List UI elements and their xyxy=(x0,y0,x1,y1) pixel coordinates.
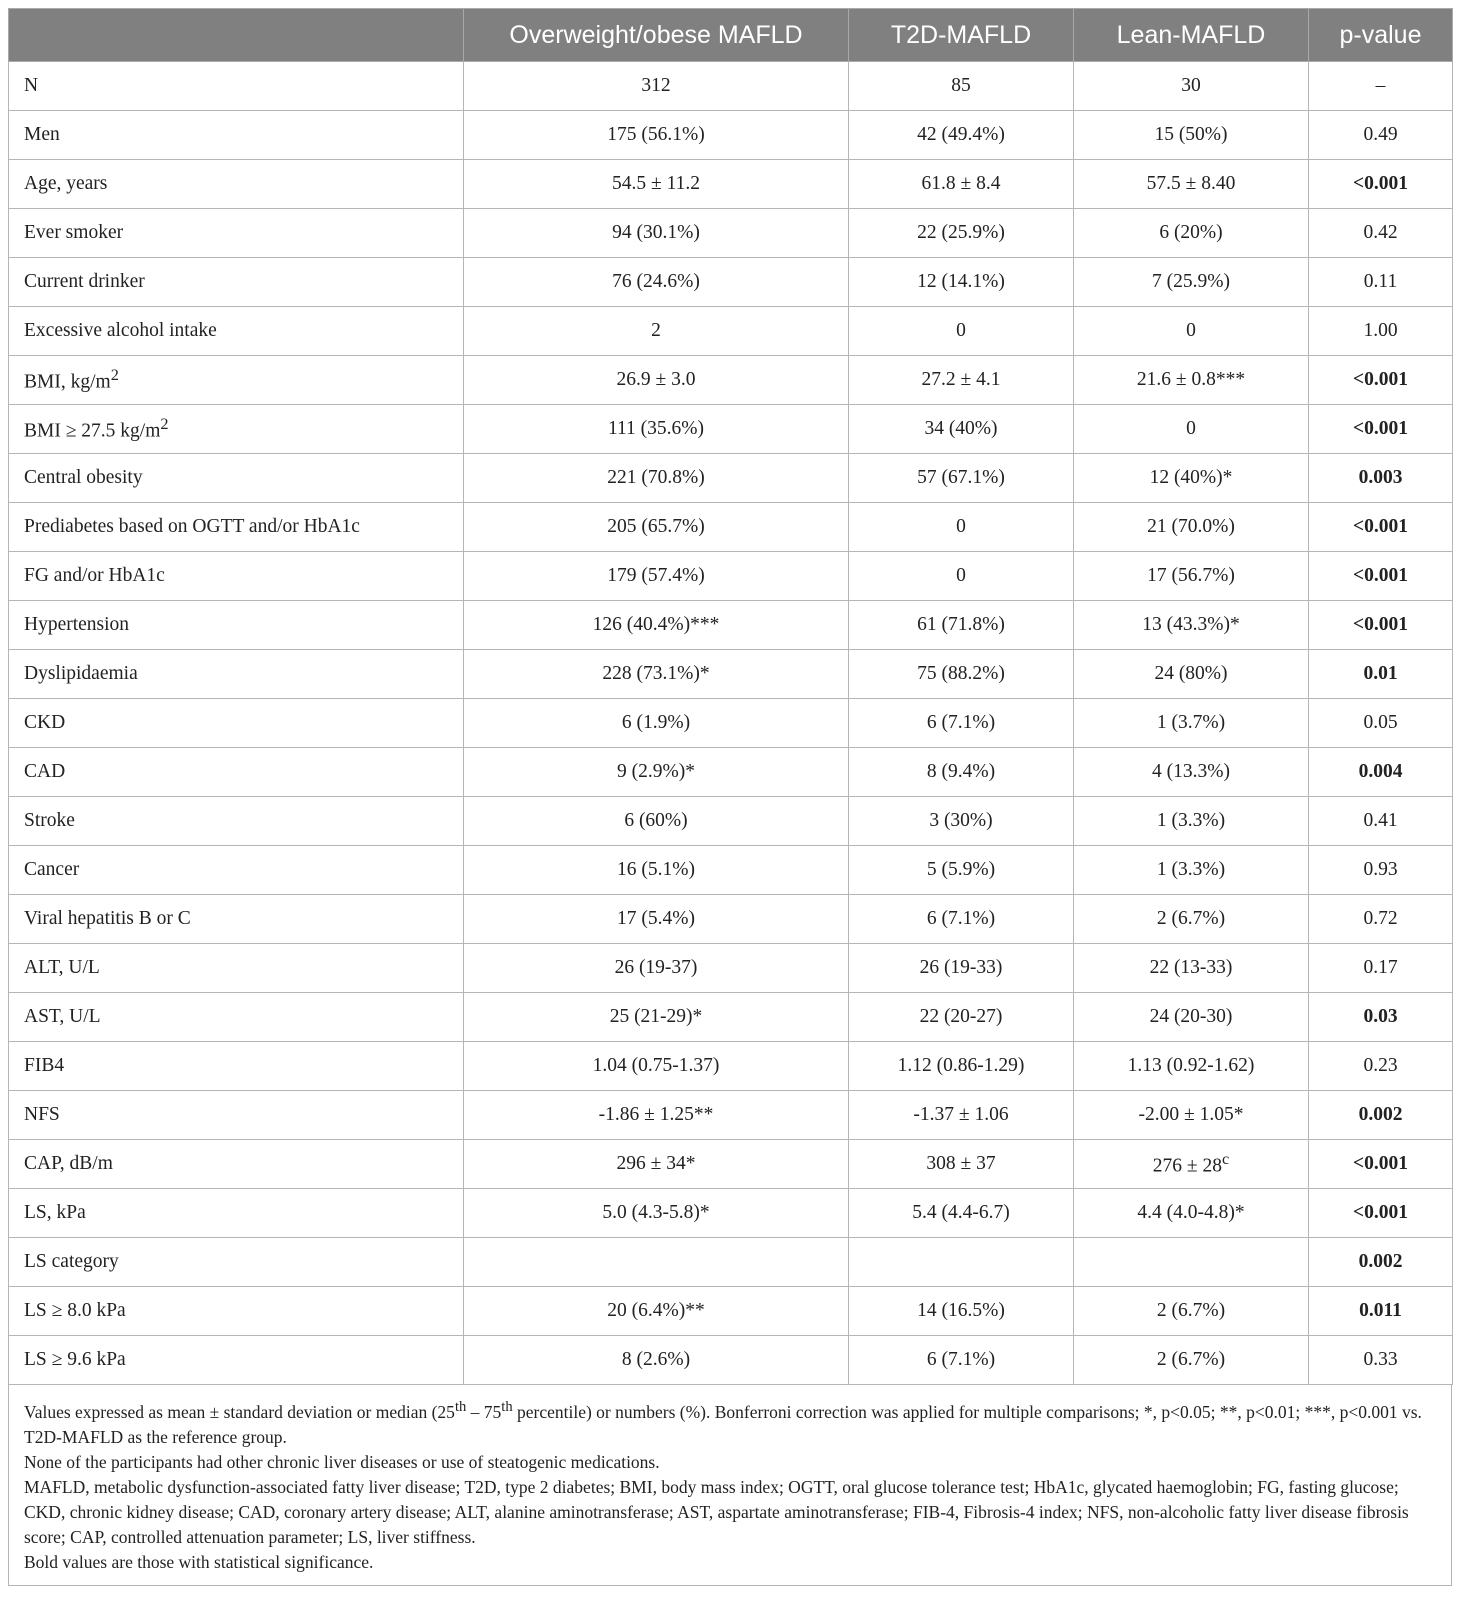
cell-overweight: 205 (65.7%) xyxy=(464,503,849,552)
footnote-values: Values expressed as mean ± standard deviation or median (25th – 75th percentile) or numbers (%). Bonferroni correction was applied for multiple comparisons; *, p<0.05; **, p<0.01; ***, p<0.001 vs. T2D-MAFLD as the reference group. xyxy=(24,1399,1422,1447)
cell-overweight: 9 (2.9%)* xyxy=(464,748,849,797)
table-row xyxy=(9,111,1453,160)
footnote-bold: Bold values are those with statistical significance. xyxy=(24,1551,374,1572)
cell-pvalue: 0.003 xyxy=(1309,454,1453,503)
cell-lean: 0 xyxy=(1074,405,1309,454)
cell-t2d: 14 (16.5%) xyxy=(849,1287,1074,1336)
cell-overweight: 6 (60%) xyxy=(464,797,849,846)
table-row xyxy=(9,160,1453,209)
row-label: Central obesity xyxy=(9,454,464,503)
table-row xyxy=(9,748,1453,797)
cell-overweight: 312 xyxy=(464,62,849,111)
row-label: N xyxy=(9,62,464,111)
cell-lean: 2 (6.7%) xyxy=(1074,1336,1309,1385)
cell-lean: -2.00 ± 1.05* xyxy=(1074,1091,1309,1140)
table-row xyxy=(9,846,1453,895)
cell-overweight: 76 (24.6%) xyxy=(464,258,849,307)
cell-pvalue: 0.49 xyxy=(1309,111,1453,160)
table-row xyxy=(9,1189,1453,1238)
cell-pvalue: 0.05 xyxy=(1309,699,1453,748)
cell-pvalue: 0.002 xyxy=(1309,1238,1453,1287)
cell-t2d: 61.8 ± 8.4 xyxy=(849,160,1074,209)
cell-t2d: 8 (9.4%) xyxy=(849,748,1074,797)
cell-pvalue: 0.72 xyxy=(1309,895,1453,944)
table-row xyxy=(9,258,1453,307)
cell-lean: 0 xyxy=(1074,307,1309,356)
cell-lean: 1.13 (0.92-1.62) xyxy=(1074,1042,1309,1091)
cell-lean: 22 (13-33) xyxy=(1074,944,1309,993)
cell-overweight: 54.5 ± 11.2 xyxy=(464,160,849,209)
table-row xyxy=(9,503,1453,552)
cell-overweight: 179 (57.4%) xyxy=(464,552,849,601)
cell-overweight: 221 (70.8%) xyxy=(464,454,849,503)
cell-overweight: 8 (2.6%) xyxy=(464,1336,849,1385)
cell-lean: 6 (20%) xyxy=(1074,209,1309,258)
row-label: LS ≥ 9.6 kPa xyxy=(9,1336,464,1385)
table-row xyxy=(9,699,1453,748)
cell-t2d: 5 (5.9%) xyxy=(849,846,1074,895)
cell-overweight: 16 (5.1%) xyxy=(464,846,849,895)
footnote-abbreviations: MAFLD, metabolic dysfunction-associated fatty liver disease; T2D, type 2 diabetes; BMI, body mass index; OGTT, oral glucose tolerance test; HbA1c, glycated haemoglobin; FG, fasting glucose; CKD, chronic kidney disease; CAD, coronary artery disease; ALT, alanine aminotransferase; AST, aspartate aminotransferase; FIB-4, Fibrosis-4 index; NFS, non-alcoholic fatty liver disease fibrosis score; CAP, controlled attenuation parameter; LS, liver stiffness. xyxy=(24,1476,1409,1547)
row-label: FG and/or HbA1c xyxy=(9,552,464,601)
cell-lean: 1 (3.7%) xyxy=(1074,699,1309,748)
row-label: Prediabetes based on OGTT and/or HbA1c xyxy=(9,503,464,552)
cell-lean: 57.5 ± 8.40 xyxy=(1074,160,1309,209)
cell-lean: 12 (40%)* xyxy=(1074,454,1309,503)
row-label: BMI ≥ 27.5 $kg/m^2$ xyxy=(9,405,464,454)
cell-lean: 17 (56.7%) xyxy=(1074,552,1309,601)
cell-overweight: 94 (30.1%) xyxy=(464,209,849,258)
cell-t2d: 3 (30%) xyxy=(849,797,1074,846)
cell-lean: 21 (70.0%) xyxy=(1074,503,1309,552)
table-row xyxy=(9,1091,1453,1140)
cell-overweight: -1.86 ± 1.25** xyxy=(464,1091,849,1140)
cell-overweight: 228 (73.1%)* xyxy=(464,650,849,699)
cell-t2d: 75 (88.2%) xyxy=(849,650,1074,699)
table-row xyxy=(9,601,1453,650)
cell-overweight: 17 (5.4%) xyxy=(464,895,849,944)
table-row xyxy=(9,1287,1453,1336)
table-row xyxy=(9,552,1453,601)
cell-lean: 4.4 (4.0-4.8)* xyxy=(1074,1189,1309,1238)
table-row xyxy=(9,797,1453,846)
cell-lean: 1 (3.3%) xyxy=(1074,846,1309,895)
cell-t2d: 12 (14.1%) xyxy=(849,258,1074,307)
cell-t2d: 1.12 (0.86-1.29) xyxy=(849,1042,1074,1091)
header-cell-t2d: T2D-MAFLD xyxy=(849,9,1074,62)
cell-pvalue: <0.001 xyxy=(1309,601,1453,650)
row-label: AST, U/L xyxy=(9,993,464,1042)
cell-t2d: 6 (7.1%) xyxy=(849,1336,1074,1385)
cell-overweight: 20 (6.4%)** xyxy=(464,1287,849,1336)
cell-lean: 4 (13.3%) xyxy=(1074,748,1309,797)
row-label: LS category xyxy=(9,1238,464,1287)
cell-t2d: 22 (20-27) xyxy=(849,993,1074,1042)
header-cell-pvalue: p-value xyxy=(1309,9,1453,62)
cell-overweight xyxy=(464,1238,849,1287)
row-label: Excessive alcohol intake xyxy=(9,307,464,356)
cell-overweight: 6 (1.9%) xyxy=(464,699,849,748)
row-label: Cancer xyxy=(9,846,464,895)
cell-lean xyxy=(1074,1238,1309,1287)
cell-overweight: 175 (56.1%) xyxy=(464,111,849,160)
cell-pvalue: <0.001 xyxy=(1309,1140,1453,1189)
cell-pvalue: 0.11 xyxy=(1309,258,1453,307)
row-label: Ever smoker xyxy=(9,209,464,258)
cell-overweight: 126 (40.4%)*** xyxy=(464,601,849,650)
row-label: ALT, U/L xyxy=(9,944,464,993)
cell-t2d: 61 (71.8%) xyxy=(849,601,1074,650)
cell-t2d: 26 (19-33) xyxy=(849,944,1074,993)
cell-lean: 15 (50%) xyxy=(1074,111,1309,160)
cell-overweight: 111 (35.6%) xyxy=(464,405,849,454)
cell-pvalue: 0.002 xyxy=(1309,1091,1453,1140)
row-label: Men xyxy=(9,111,464,160)
row-label: LS ≥ 8.0 kPa xyxy=(9,1287,464,1336)
cell-lean: 24 (80%) xyxy=(1074,650,1309,699)
row-label: LS, kPa xyxy=(9,1189,464,1238)
table-row xyxy=(9,454,1453,503)
cell-pvalue: <0.001 xyxy=(1309,405,1453,454)
table-row xyxy=(9,895,1453,944)
cell-overweight: 26 (19-37) xyxy=(464,944,849,993)
table-row xyxy=(9,993,1453,1042)
cell-pvalue: <0.001 xyxy=(1309,503,1453,552)
table-body xyxy=(9,62,1453,1385)
cell-lean: 2 (6.7%) xyxy=(1074,895,1309,944)
header-row xyxy=(9,9,1453,62)
table-row xyxy=(9,650,1453,699)
cell-pvalue: 0.03 xyxy=(1309,993,1453,1042)
row-label: BMI, $kg/m^2$ xyxy=(9,356,464,405)
cell-lean: 13 (43.3%)* xyxy=(1074,601,1309,650)
row-label: Viral hepatitis B or C xyxy=(9,895,464,944)
cell-t2d: 5.4 (4.4-6.7) xyxy=(849,1189,1074,1238)
cell-lean: 1 (3.3%) xyxy=(1074,797,1309,846)
cell-t2d: 42 (49.4%) xyxy=(849,111,1074,160)
cell-t2d xyxy=(849,1238,1074,1287)
cell-t2d: 27.2 ± 4.1 xyxy=(849,356,1074,405)
row-label: Stroke xyxy=(9,797,464,846)
row-label: Current drinker xyxy=(9,258,464,307)
row-label: CAP, dB/m xyxy=(9,1140,464,1189)
cell-pvalue: 0.93 xyxy=(1309,846,1453,895)
cell-t2d: 308 ± 37 xyxy=(849,1140,1074,1189)
cell-pvalue: 0.011 xyxy=(1309,1287,1453,1336)
cell-pvalue: 0.33 xyxy=(1309,1336,1453,1385)
header-cell-variable xyxy=(9,9,464,62)
cell-t2d: 6 (7.1%) xyxy=(849,895,1074,944)
table-row xyxy=(9,944,1453,993)
cell-t2d: 6 (7.1%) xyxy=(849,699,1074,748)
cell-pvalue: <0.001 xyxy=(1309,160,1453,209)
table-row xyxy=(9,1336,1453,1385)
row-label: Dyslipidaemia xyxy=(9,650,464,699)
table-footnotes xyxy=(8,1385,1452,1586)
data-table xyxy=(8,8,1453,1385)
header-cell-overweight: Overweight/obese MAFLD xyxy=(464,9,849,62)
table-row xyxy=(9,1042,1453,1091)
header-cell-lean: Lean-MAFLD xyxy=(1074,9,1309,62)
cell-overweight: 1.04 (0.75-1.37) xyxy=(464,1042,849,1091)
row-label: NFS xyxy=(9,1091,464,1140)
footnote-participants: None of the participants had other chronic liver diseases or use of steatogenic medications. xyxy=(24,1451,660,1472)
cell-t2d: 0 xyxy=(849,552,1074,601)
cell-overweight: 26.9 ± 3.0 xyxy=(464,356,849,405)
cell-pvalue: 0.41 xyxy=(1309,797,1453,846)
cell-lean: 24 (20-30) xyxy=(1074,993,1309,1042)
cell-lean: 21.6 ± 0.8*** xyxy=(1074,356,1309,405)
table-row xyxy=(9,405,1453,454)
cell-overweight: 25 (21-29)* xyxy=(464,993,849,1042)
row-label: FIB4 xyxy=(9,1042,464,1091)
cell-overweight: 5.0 (4.3-5.8)* xyxy=(464,1189,849,1238)
cell-lean: 30 xyxy=(1074,62,1309,111)
cell-pvalue: 0.23 xyxy=(1309,1042,1453,1091)
row-label: Age, years xyxy=(9,160,464,209)
table-row xyxy=(9,1238,1453,1287)
cell-pvalue: <0.001 xyxy=(1309,552,1453,601)
cell-pvalue: <0.001 xyxy=(1309,356,1453,405)
cell-pvalue: 1.00 xyxy=(1309,307,1453,356)
cell-pvalue: 0.004 xyxy=(1309,748,1453,797)
cell-t2d: 57 (67.1%) xyxy=(849,454,1074,503)
table-row xyxy=(9,209,1453,258)
cell-pvalue: 0.42 xyxy=(1309,209,1453,258)
cell-pvalue: – xyxy=(1309,62,1453,111)
table-row xyxy=(9,356,1453,405)
table-container xyxy=(8,8,1452,1586)
cell-t2d: 0 xyxy=(849,503,1074,552)
cell-t2d: -1.37 ± 1.06 xyxy=(849,1091,1074,1140)
table-row xyxy=(9,307,1453,356)
cell-pvalue: 0.01 xyxy=(1309,650,1453,699)
row-label: CKD xyxy=(9,699,464,748)
cell-pvalue: 0.17 xyxy=(1309,944,1453,993)
row-label: Hypertension xyxy=(9,601,464,650)
cell-lean: $276 \pm 28^c$ xyxy=(1074,1140,1309,1189)
cell-t2d: 0 xyxy=(849,307,1074,356)
cell-lean: 2 (6.7%) xyxy=(1074,1287,1309,1336)
cell-overweight: 296 ± 34* xyxy=(464,1140,849,1189)
cell-t2d: 85 xyxy=(849,62,1074,111)
cell-t2d: 34 (40%) xyxy=(849,405,1074,454)
cell-pvalue: <0.001 xyxy=(1309,1189,1453,1238)
cell-t2d: 22 (25.9%) xyxy=(849,209,1074,258)
cell-lean: 7 (25.9%) xyxy=(1074,258,1309,307)
table-row xyxy=(9,1140,1453,1189)
table-row xyxy=(9,62,1453,111)
cell-overweight: 2 xyxy=(464,307,849,356)
row-label: CAD xyxy=(9,748,464,797)
